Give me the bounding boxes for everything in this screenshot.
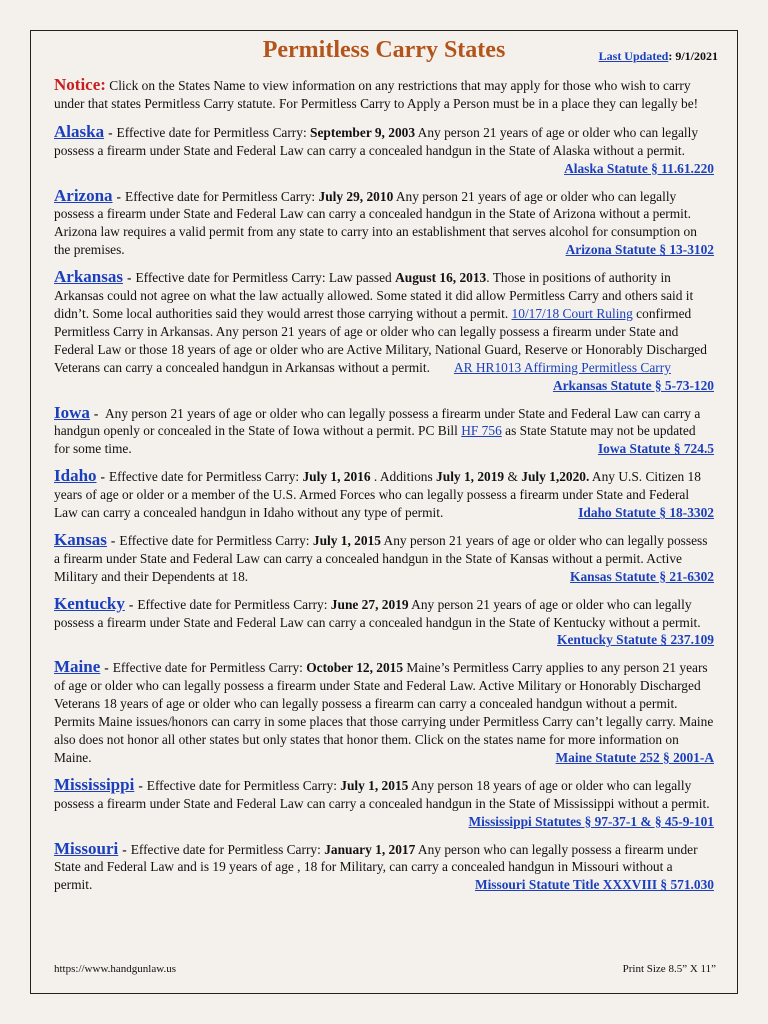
statute-link-arizona[interactable]: Arizona Statute § 13-3102	[565, 242, 714, 258]
effective-date: July 29, 2010	[318, 188, 394, 204]
notice-label: Notice:	[54, 75, 106, 94]
state-entry-kentucky: Kentucky - Effective date for Permitless Carry: June 27, 2019 Any person 21 years of age or older who can legally possess a firearm under State and Federal Law can carry a concealed handgun in the State of Kentucky without a permit. Kentucky Statute § 237.109	[54, 593, 714, 648]
footer-url[interactable]: https://www.handgunlaw.us	[54, 963, 177, 975]
state-entry-missouri: Missouri - Effective date for Permitless Carry: January 1, 2017 Any person who can legally possess a firearm under State and Federal Law and is 19 years of age , 18 for Military, can carry a concealed handgun in Missouri without a permit. Missouri Statute Title XXXVIII § 571.030	[54, 838, 714, 893]
state-link-missouri[interactable]: Missouri	[54, 838, 119, 858]
addition-date: July 1, 2019	[436, 469, 505, 485]
statute-link-kentucky[interactable]: Kentucky Statute § 237.109	[557, 632, 714, 648]
hr1013-link[interactable]: AR HR1013 Affirming Permitless Carry	[453, 359, 671, 375]
state-link-alaska[interactable]: Alaska	[54, 121, 105, 141]
effective-date: October 12, 2015	[306, 660, 404, 676]
last-updated-link[interactable]: Last Updated	[598, 49, 669, 63]
statute-link-mississippi[interactable]: Mississippi Statutes § 97-37-1 & § 45-9-101	[468, 813, 714, 829]
notice-text: Click on the States Name to view information on any restrictions that may apply for those who wish to carry under that states Permitless Carry statute. For Permitless Carry to Apply a Person must be in a place they can legally be!	[54, 78, 699, 111]
state-link-arkansas[interactable]: Arkansas	[54, 267, 123, 287]
page-header	[30, 37, 738, 71]
statute-link-alaska[interactable]: Alaska Statute § 11.61.220	[564, 160, 714, 176]
effective-date: June 27, 2019	[330, 596, 409, 612]
state-entry-alaska: Alaska - Effective date for Permitless Carry: September 9, 2003 Any person 21 years of age or older who can legally possess a firearm under State and Federal Law can carry a concealed handgun in the State of Alaska without a permit. Alaska Statute § 11.61.220	[54, 121, 714, 176]
hf756-link[interactable]: HF 756	[461, 423, 502, 439]
state-link-kansas[interactable]: Kansas	[54, 529, 107, 549]
state-link-mississippi[interactable]: Mississippi	[54, 774, 135, 794]
effective-date: January 1, 2017	[324, 841, 416, 857]
state-entry-kansas: Kansas - Effective date for Permitless Carry: July 1, 2015 Any person 21 years of age or older who can legally possess a firearm under State and Federal Law can carry a concealed handgun in the State of Kansas without a permit. Active Military and their Dependents at 18. Kansas Statute § 21-6302	[54, 529, 714, 584]
state-link-iowa[interactable]: Iowa	[54, 402, 90, 422]
statute-link-kansas[interactable]: Kansas Statute § 21-6302	[570, 568, 714, 584]
effective-date: July 1, 2015	[340, 777, 409, 793]
state-entry-arizona: Arizona - Effective date for Permitless Carry: July 29, 2010 Any person 21 years of age or older who can legally possess a firearm under State and Federal Law can carry a concealed handgun in the State of Arizona without a permit. Arizona law requires a valid permit from any state to carry into an establishment that serves alcohol for consumption on the premises. Arizona Statute § 13-3102	[54, 185, 714, 258]
state-entry-iowa: Iowa - Any person 21 years of age or older who can legally possess a firearm under State and Federal Law can carry a handgun openly or concealed in the State of Iowa without a permit. PC Bill HF 756 as State Statute may not be updated for some time. Iowa Statute § 724.5	[54, 402, 714, 457]
state-entry-idaho: Idaho - Effective date for Permitless Carry: July 1, 2016 . Additions July 1, 2019 & July 1,2020. Any U.S. Citizen 18 years of age or older or a member of the U.S. Armed Forces who can legally possess a firearm under State and Federal Law can carry a concealed handgun in Idaho without any type of permit. Idaho Statute § 18-3302	[54, 466, 714, 521]
statute-link-maine[interactable]: Maine Statute 252 § 2001-A	[555, 749, 714, 765]
state-link-idaho[interactable]: Idaho	[54, 466, 97, 486]
effective-date: September 9, 2003	[310, 124, 416, 140]
main-content	[54, 76, 714, 903]
print-size: Print Size 8.5” X 11”	[622, 963, 716, 975]
state-link-arizona[interactable]: Arizona	[54, 185, 113, 205]
effective-date: July 1, 2015	[312, 532, 381, 548]
court-ruling-link[interactable]: 10/17/18 Court Ruling	[511, 305, 633, 321]
state-link-maine[interactable]: Maine	[54, 657, 101, 677]
effective-date: August 16, 2013	[395, 270, 487, 286]
page-title: Permitless Carry States	[262, 37, 506, 63]
last-updated	[599, 49, 718, 64]
statute-link-iowa[interactable]: Iowa Statute § 724.5	[597, 441, 714, 457]
effective-date: July 1, 2016	[302, 469, 371, 485]
statute-link-missouri[interactable]: Missouri Statute Title XXXVIII § 571.030	[474, 877, 714, 893]
addition-date: July 1,2020.	[521, 469, 590, 485]
last-updated-value: : 9/1/2021	[668, 49, 718, 63]
state-entry-mississippi: Mississippi - Effective date for Permitless Carry: July 1, 2015 Any person 18 years of age or older who can legally possess a firearm under State and Federal Law can carry a concealed handgun in the State of Mississippi without a permit. Mississippi Statutes § 97-37-1 & § 45-9-101	[54, 774, 714, 829]
statute-link-arkansas[interactable]: Arkansas Statute § 5-73-120	[552, 377, 714, 393]
state-entry-arkansas: Arkansas - Effective date for Permitless Carry: Law passed August 16, 2013. Those in positions of authority in Arkansas could not agree on what the law actually allowed. Some stated it did allow Permitless Carry and others said it didn’t. Some local authorities said they would arrest those carrying without a permit. 10/17/18 Court Ruling confirmed Permitless Carry in Arkansas. Any person 21 years of age or older who can legally possess a firearm under State and Federal Law or those 18 years of age or older who are Active Military, National Guard, Reserve or Honorably Discharged Veterans can carry a concealed handgun in Arkansas without a permit. AR HR1013 Affirming Permitless Carry Arkansas Statute § 5-73-120	[54, 267, 714, 393]
state-entry-maine: Maine - Effective date for Permitless Carry: October 12, 2015 Maine’s Permitless Carry applies to any person 21 years of age or older who can legally possess a firearm under State and Federal Law. Active Military or Honorably Discharged Veterans 18 years of age or older who can legally possess a firearm can carry a concealed handgun without a permit. Permits Maine issues/honors can carry in some places that those carrying under Permitless Carry can’t legally carry. Maine also does not honor all other states but only states that honor them. Click on the states name for more information on Maine. Maine Statute 252 § 2001-A	[54, 657, 714, 765]
state-link-kentucky[interactable]: Kentucky	[54, 593, 125, 613]
statute-link-idaho[interactable]: Idaho Statute § 18-3302	[578, 505, 714, 521]
notice	[54, 76, 714, 113]
